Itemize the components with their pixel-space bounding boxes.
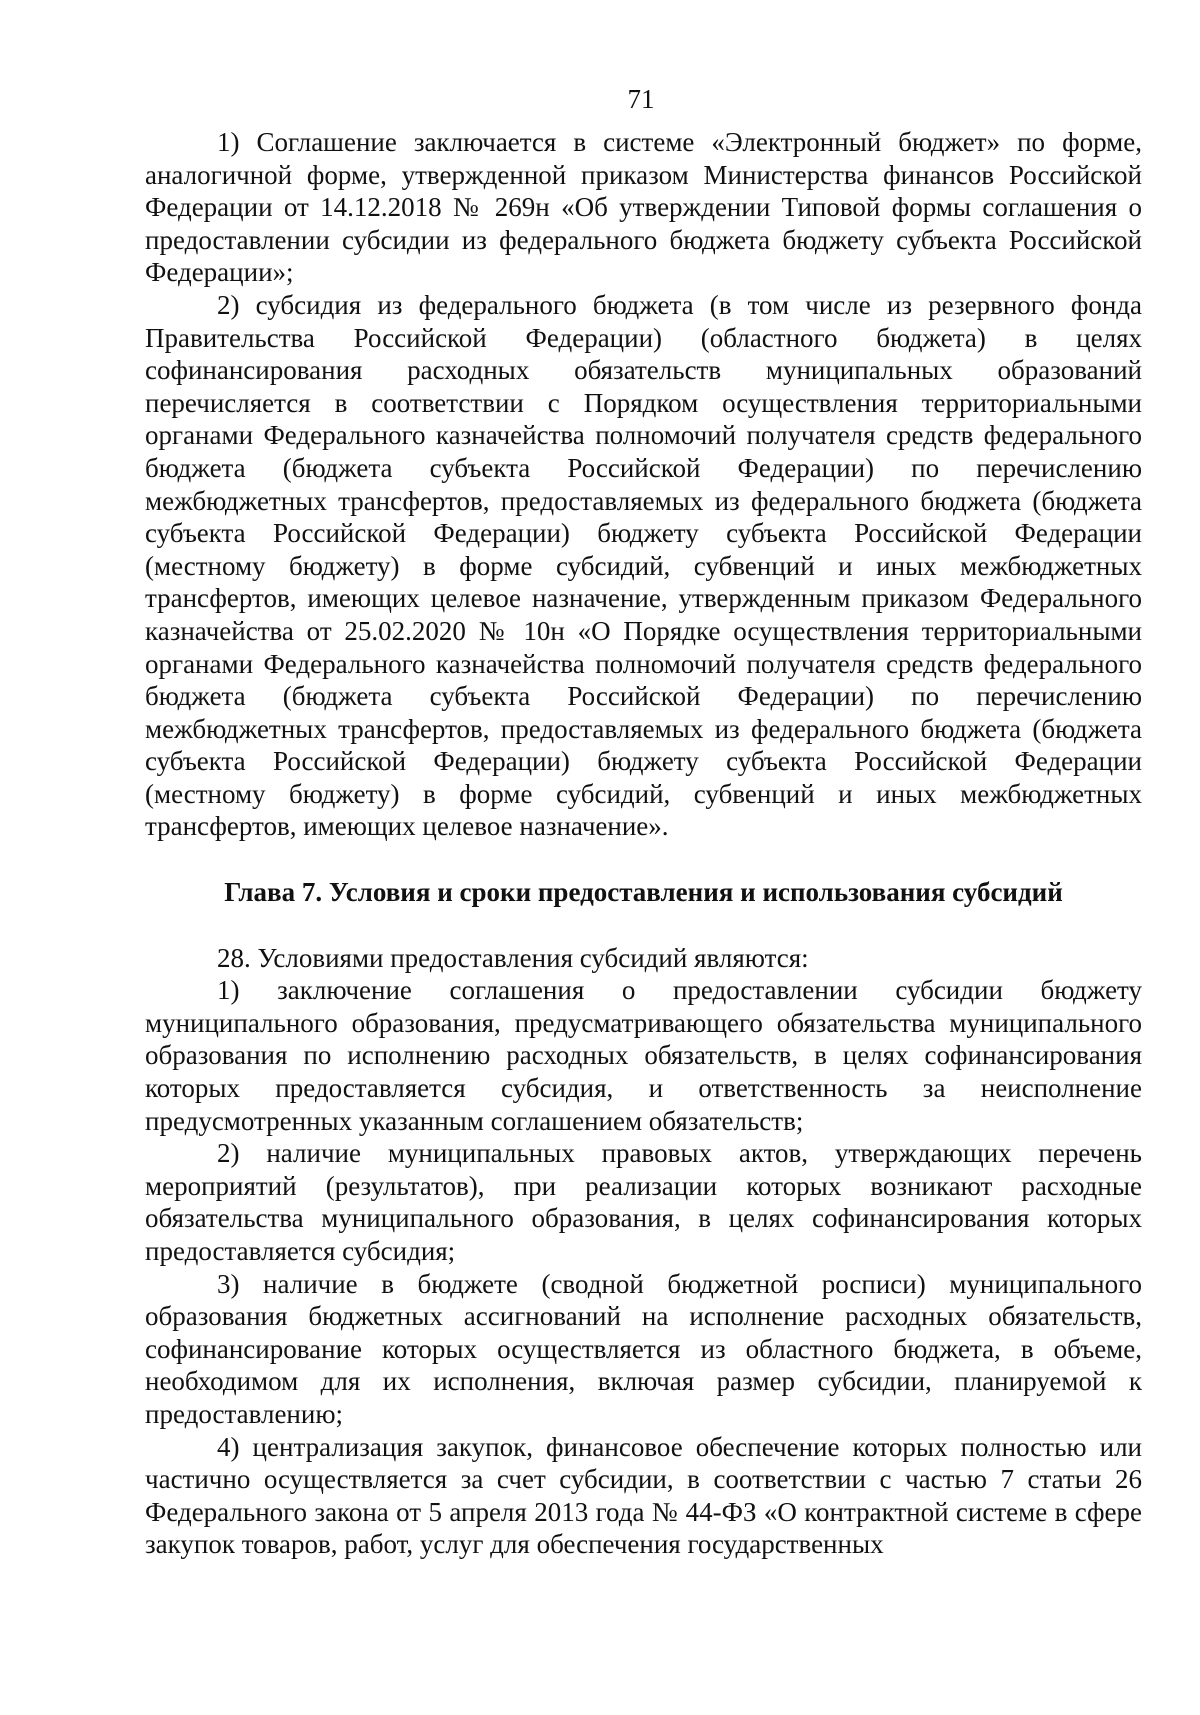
- document-body: [145, 126, 1142, 1561]
- condition-item-1: 1) заключение соглашения о предоставлении субсидии бюджету муниципального образования, предусматривающего обязательства муниципального образования по исполнению расходных обязательств, в целях софинансирования которых предоставляется субсидия, и ответственность за неисполнение предусмотренных указанным соглашением обязательств;: [145, 975, 1142, 1136]
- paragraph-28-conditions: 28. Условиями предоставления субсидий являются:: [217, 942, 809, 973]
- condition-item-4: 4) централизация закупок, финансовое обеспечение которых полностью или частично осуществляется за счет субсидии, в соответствии с частью 7 статьи 26 Федерального закона от 5 апреля 2013 года № 44-ФЗ «О контрактной системе в сфере закупок товаров, работ, услуг для обеспечения государственных: [145, 1431, 1142, 1560]
- condition-item-3: 3) наличие в бюджете (сводной бюджетной росписи) муниципального образования бюджетных ассигнований на исполнение расходных обязательств, софинансирование которых осуществляется из областного бюджета, в объеме, необходимом для их исполнения, включая размер субсидии, планируемой к предоставлению;: [145, 1268, 1142, 1429]
- paragraph-subsidy-transfer: 2) субсидия из федерального бюджета (в том числе из резервного фонда Правительства Российской Федерации) (областного бюджета) в целях софинансирования расходных обязательств муниципальных образований перечисляется в соответствии с Порядком осуществления территориальными органами Федерального казначейства полномочий получателя средств федерального бюджета (бюджета субъекта Российской Федерации) по перечислению межбюджетных трансфертов, предоставляемых из федерального бюджета (бюджета субъекта Российской Федерации) бюджету субъекта Российской Федерации (местному бюджету) в форме субсидий, субвенций и иных межбюджетных трансфертов, имеющих целевое назначение, утвержденным приказом Федерального казначейства от 25.02.2020 № 10н «О Порядке осуществления территориальными органами Федерального казначейства полномочий получателя средств федерального бюджета (бюджета субъекта Российской Федерации) по перечислению межбюджетных трансфертов, предоставляемых из федерального бюджета (бюджета субъекта Российской Федерации) бюджету субъекта Российской Федерации (местному бюджету) в форме субсидий, субвенций и иных межбюджетных трансфертов, имеющих целевое назначение».: [145, 289, 1142, 842]
- condition-item-2: 2) наличие муниципальных правовых актов, утверждающих перечень мероприятий (результатов), при реализации которых возникают расходные обязательства муниципального образования, в целях софинансирования которых предоставляется субсидия;: [145, 1138, 1142, 1266]
- chapter-7-heading: Глава 7. Условия и сроки предоставления и использования субсидий: [224, 877, 1063, 908]
- page-number: 71: [627, 84, 655, 114]
- paragraph-agreement-system: 1) Соглашение заключается в системе «Электронный бюджет» по форме, аналогичной форме, утвержденной приказом Министерства финансов Российской Федерации от 14.12.2018 № 269н «Об утверждении Типовой формы соглашения о предоставлении субсидии из федерального бюджета бюджету субъекта Российской Федерации»;: [145, 127, 1142, 288]
